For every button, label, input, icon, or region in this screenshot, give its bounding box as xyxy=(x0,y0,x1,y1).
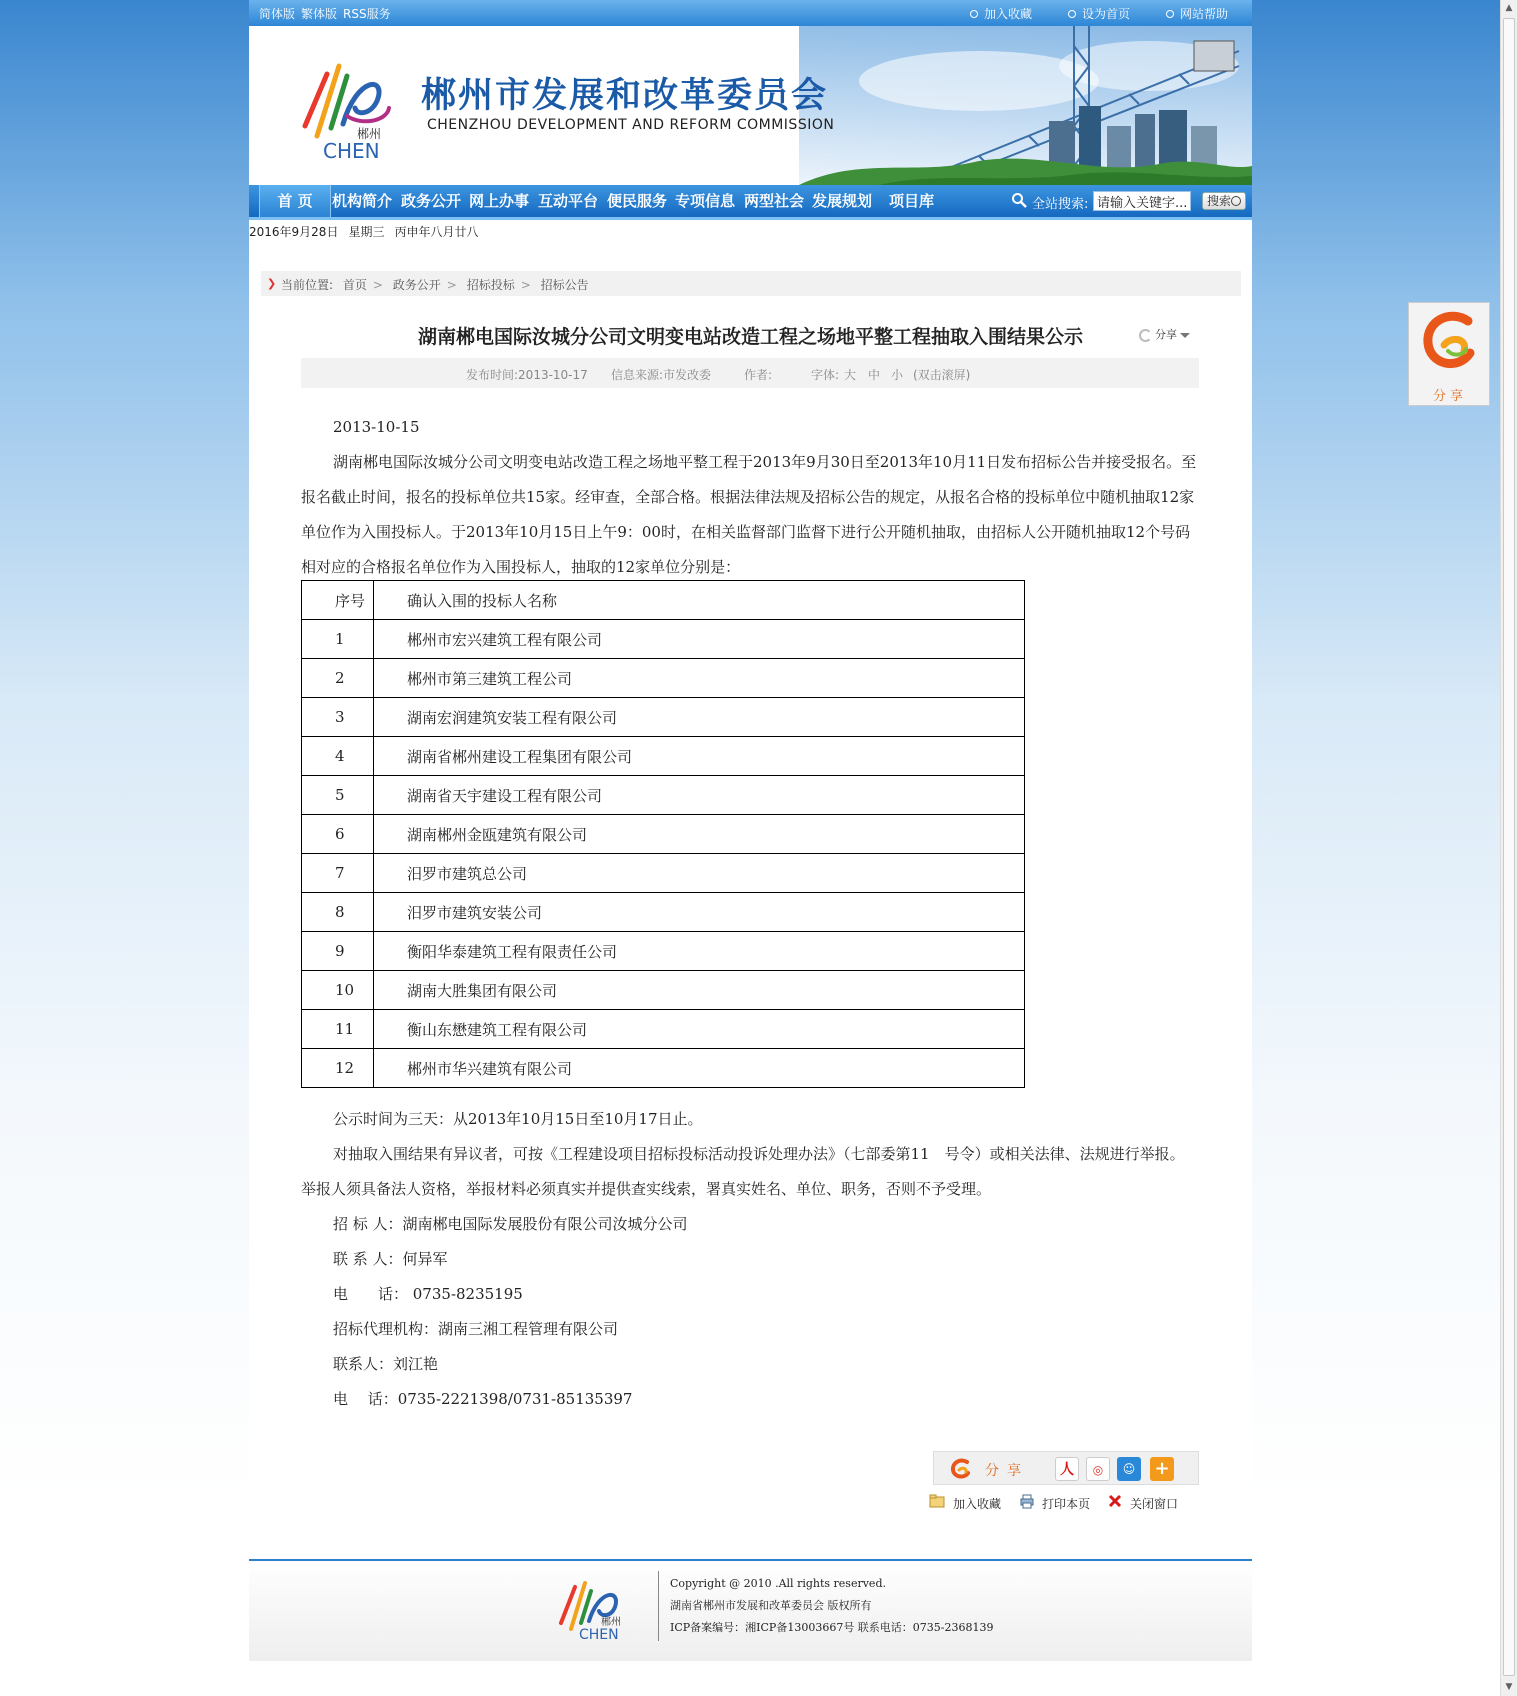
objection-text: 对抽取入围结果有异议者，可按《工程建设项目招标投标活动投诉处理办法》（七部委第11 号令）或相关法律、法规进行举报。举报人须具备法人资格，举报材料必须真实并提供查实线索，署真实姓名、单位、职务，否则不予受理。 xyxy=(301,1145,1185,1198)
bullet-icon xyxy=(970,10,978,18)
floating-share-logo-icon xyxy=(1422,311,1478,375)
scroll-hint: (双击滚屏) xyxy=(913,368,971,382)
nav-about[interactable]: 机构简介 xyxy=(332,192,393,210)
share-icon xyxy=(1139,329,1152,342)
print-page-action[interactable]: 打印本页 xyxy=(1042,1497,1091,1511)
table-row: 12 郴州市华兴建筑有限公司 xyxy=(302,1049,1025,1088)
breadcrumb-gov-affairs[interactable]: 政务公开 xyxy=(392,278,441,292)
svg-text:CHEN: CHEN xyxy=(579,1627,619,1643)
table-row: 4 湖南省郴州建设工程集团有限公司 xyxy=(302,737,1025,776)
close-window-action[interactable]: 关闭窗口 xyxy=(1130,1497,1179,1511)
bidders-table xyxy=(301,580,1025,1088)
more-share-icon[interactable]: + xyxy=(1150,1457,1174,1481)
chenzhou-logo xyxy=(287,46,407,166)
article-meta xyxy=(301,358,1199,388)
agency: 招标代理机构：湖南三湘工程管理有限公司 xyxy=(333,1320,619,1338)
scroll-down-icon[interactable]: ▼ xyxy=(1505,1682,1513,1692)
search-input[interactable] xyxy=(1093,191,1191,211)
font-size-label: 字体: xyxy=(811,368,840,382)
svg-text:郴州: 郴州 xyxy=(357,127,382,141)
search-icon xyxy=(1011,192,1027,208)
svg-text:CHEN: CHEN xyxy=(323,139,380,163)
share-dropdown[interactable]: 分享 xyxy=(1139,326,1190,342)
table-row: 7 汨罗市建筑总公司 xyxy=(302,854,1025,893)
nav-online-services[interactable]: 网上办事 xyxy=(469,192,530,210)
folder-icon xyxy=(929,1493,945,1509)
agency-contact: 联系人：刘江艳 xyxy=(333,1355,439,1373)
nav-development-plan[interactable]: 发展规划 xyxy=(812,192,873,210)
table-row: 6 湖南郴州金瓯建筑有限公司 xyxy=(302,815,1025,854)
nav-project-library[interactable]: 项目库 xyxy=(889,192,935,210)
floating-share-label: 分享 xyxy=(1432,389,1467,404)
search-go-icon xyxy=(1231,196,1241,206)
tenderer-phone: 电 话： 0735-8235195 xyxy=(333,1285,523,1303)
table-row: 9 衡阳华泰建筑工程有限责任公司 xyxy=(302,932,1025,971)
chevron-down-icon xyxy=(1180,333,1190,338)
chevron-right-icon: > xyxy=(520,278,531,292)
set-homepage-link[interactable]: 设为首页 xyxy=(1068,7,1130,21)
tenderer-contact: 联 系 人：何异军 xyxy=(333,1250,448,1268)
font-large-button[interactable]: 大 xyxy=(844,368,857,382)
nav-home[interactable]: 首 页 xyxy=(259,185,331,217)
article-intro: 湖南郴电国际汝城分公司文明变电站改造工程之场地平整工程于2013年9月30日至2013年10月11日发布招标公告并接受报名。至报名截止时间，报名的投标单位共15家。经审查，全部合格。根据法律法规及招标公告的规定，从报名合格的投标单位中随机抽取12家单位作为入围投标人。于2013年10月15日上午9：00时，在相关监督部门监督下进行公开随机抽取，由招标人公开随机抽取12个号码相对应的合格报名单位作为入围投标人，抽取的12家单位分别是： xyxy=(301,453,1197,576)
share-label[interactable]: 分享 xyxy=(985,1463,1029,1479)
share-logo-icon[interactable] xyxy=(950,1458,972,1480)
font-small-button[interactable]: 小 xyxy=(891,368,904,382)
breadcrumb-arrow-icon: ❯ xyxy=(267,277,277,290)
footer-copyright: Copyright @ 2010 .All rights reserved. xyxy=(670,1577,886,1590)
current-date: 2016年9月28日 xyxy=(249,225,339,239)
search-label: 全站搜索: xyxy=(1032,197,1089,212)
simplified-link[interactable]: 简体版 xyxy=(259,7,296,21)
agency-phone: 电 话：0735-2221398/0731-85135397 xyxy=(333,1390,633,1408)
site-title: 郴州市发展和改革委员会 xyxy=(421,76,829,116)
nav-two-type-society[interactable]: 两型社会 xyxy=(744,192,805,210)
footer-divider xyxy=(658,1571,659,1641)
search-button[interactable]: 搜索 xyxy=(1202,192,1246,210)
footer-logo xyxy=(549,1573,639,1643)
svg-text:郴州: 郴州 xyxy=(601,1617,621,1628)
table-row: 5 湖南省天宇建设工程有限公司 xyxy=(302,776,1025,815)
date-line xyxy=(249,223,488,240)
nav-public-services[interactable]: 便民服务 xyxy=(607,192,668,210)
footer-owner: 湖南省郴州市发展和改革委员会 版权所有 xyxy=(670,1599,872,1612)
table-row: 3 湖南宏润建筑安装工程有限公司 xyxy=(302,698,1025,737)
breadcrumb-label: 当前位置: xyxy=(281,278,334,292)
add-favorite-action[interactable]: 加入收藏 xyxy=(953,1497,1002,1511)
breadcrumb xyxy=(261,271,1241,296)
article-date: 2013-10-15 xyxy=(333,418,420,436)
author: 作者: xyxy=(744,368,773,382)
current-weekday: 星期三 xyxy=(348,225,385,239)
article-body xyxy=(301,410,1199,585)
site-help-link[interactable]: 网站帮助 xyxy=(1166,7,1228,21)
table-row: 2 郴州市第三建筑工程公司 xyxy=(302,659,1025,698)
article-title: 湖南郴电国际汝城分公司文明变电站改造工程之场地平整工程抽取入围结果公示 xyxy=(417,326,1083,348)
nav-interaction[interactable]: 互动平台 xyxy=(538,192,599,210)
close-icon xyxy=(1107,1493,1123,1509)
table-row: 1 郴州市宏兴建筑工程有限公司 xyxy=(302,620,1025,659)
renren-icon[interactable]: 人 xyxy=(1055,1457,1079,1481)
nav-gov-affairs[interactable]: 政务公开 xyxy=(401,192,462,210)
table-header-row: 序号 确认入围的投标人名称 xyxy=(302,581,1025,620)
article-closing xyxy=(301,1102,1199,1417)
scroll-up-icon[interactable]: ▲ xyxy=(1505,3,1513,13)
table-row: 10 湖南大胜集团有限公司 xyxy=(302,971,1025,1010)
page-container xyxy=(249,0,1252,1696)
page-background-left xyxy=(0,0,249,1696)
publish-time: 发布时间:2013-10-17 xyxy=(466,368,588,382)
page-background-right xyxy=(1252,0,1500,1696)
breadcrumb-bidding[interactable]: 招标投标 xyxy=(466,278,515,292)
scrollbar-thumb[interactable] xyxy=(1503,18,1515,1676)
table-row: 11 衡山东懋建筑工程有限公司 xyxy=(302,1010,1025,1049)
share-bar xyxy=(933,1451,1199,1485)
vertical-scrollbar[interactable] xyxy=(1500,0,1517,1696)
traditional-link[interactable]: 繁体版 xyxy=(301,7,338,21)
font-medium-button[interactable]: 中 xyxy=(868,368,881,382)
top-utility-bar xyxy=(249,0,1252,26)
info-source: 信息来源:市发改委 xyxy=(611,368,712,382)
tenderer: 招 标 人：湖南郴电国际发展股份有限公司汝城分公司 xyxy=(333,1215,688,1233)
breadcrumb-home[interactable]: 首页 xyxy=(342,278,367,292)
chevron-right-icon: > xyxy=(446,278,457,292)
bullet-icon xyxy=(1166,10,1174,18)
floating-share-widget[interactable] xyxy=(1408,302,1490,406)
site-subtitle: CHENZHOU DEVELOPMENT AND REFORM COMMISSION xyxy=(427,117,835,133)
table-row: 8 汨罗市建筑安装公司 xyxy=(302,893,1025,932)
weibo-icon[interactable]: ◎ xyxy=(1086,1457,1110,1481)
chevron-right-icon: > xyxy=(372,278,383,292)
breadcrumb-bid-notice[interactable]: 招标公告 xyxy=(540,278,589,292)
nav-special-info[interactable]: 专项信息 xyxy=(675,192,736,210)
main-navigation xyxy=(249,185,1252,220)
print-icon xyxy=(1019,1493,1035,1509)
qzone-icon[interactable]: ☺ xyxy=(1117,1457,1141,1481)
header-banner xyxy=(249,26,1252,185)
bullet-icon xyxy=(1068,10,1076,18)
add-favorite-link[interactable]: 加入收藏 xyxy=(970,7,1032,21)
footer xyxy=(249,1559,1252,1661)
lunar-date: 丙申年八月廿八 xyxy=(394,225,479,239)
footer-icp: ICP备案编号：湘ICP备13003667号 联系电话：0735-2368139 xyxy=(670,1621,994,1634)
rss-link[interactable]: RSS服务 xyxy=(343,7,391,21)
notice-period: 公示时间为三天：从2013年10月15日至10月17日止。 xyxy=(333,1110,703,1128)
